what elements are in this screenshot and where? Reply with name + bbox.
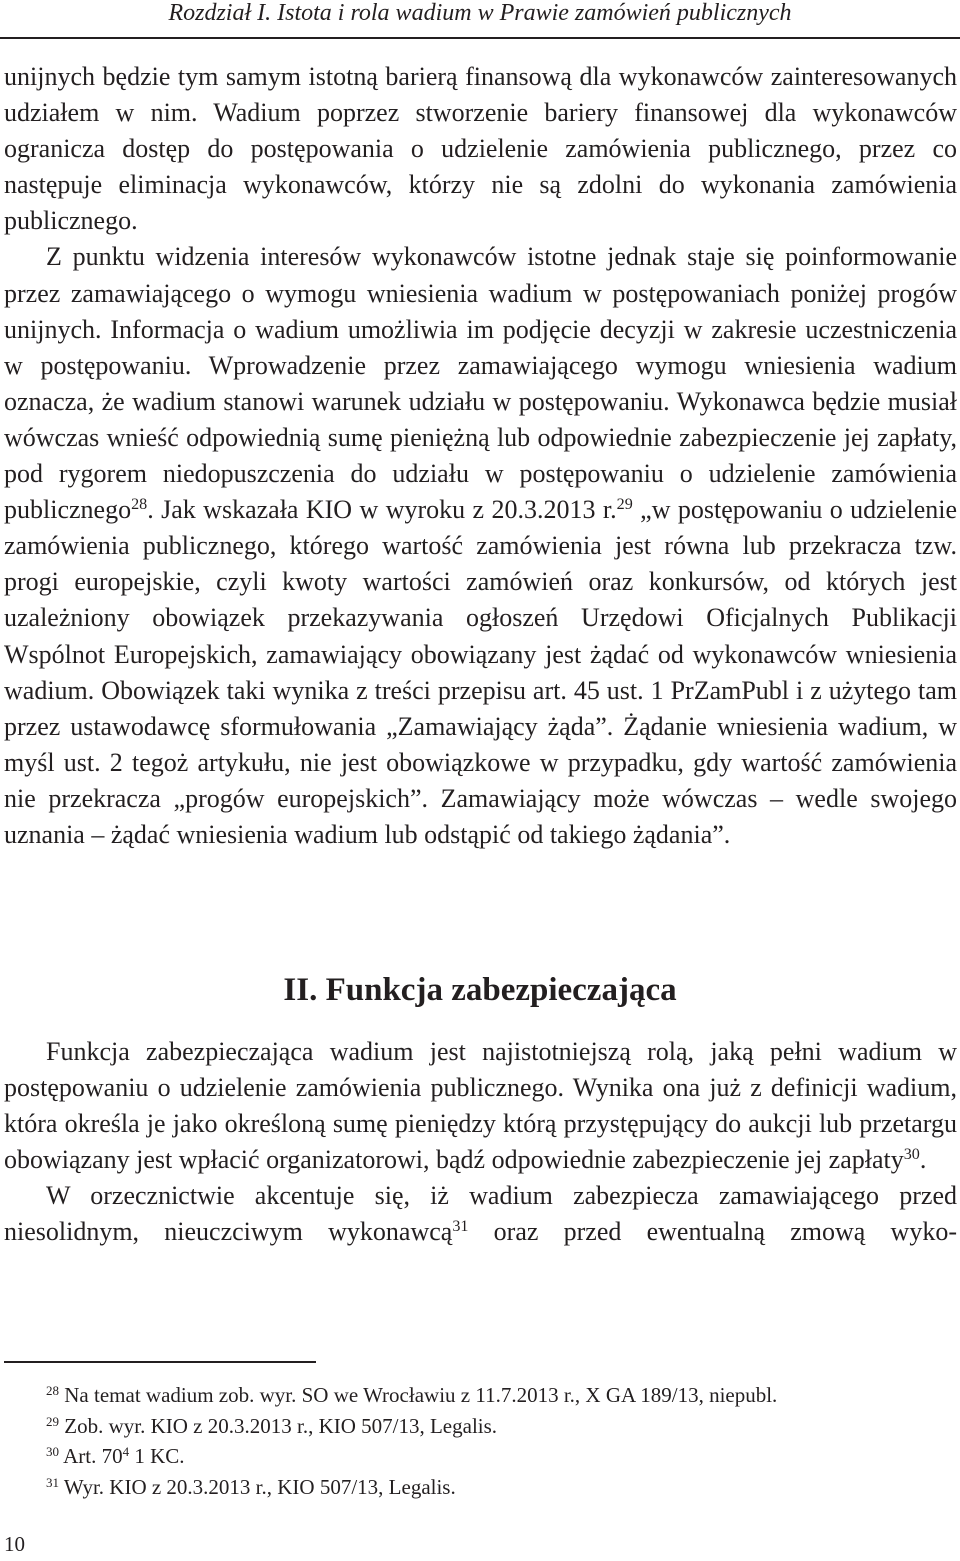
- paragraph-4: [4, 1178, 957, 1250]
- section-heading: II. Funkcja zabezpieczająca: [283, 972, 677, 1008]
- paragraph-3-text-a: Funkcja zabezpieczająca wadium jest najistotniejszą rolą, jaką pełni wadium w postępowaniu o udzielenie zamówienia publicznego. Wynika ona już z definicji wadium, która określa je jako określoną sumę pieniędzy którą przystępujący do aukcji lub przetargu obowiązany jest wpłacić organizatorowi, bądź odpowiednie zabezpieczenie jej zapłaty: [4, 1037, 957, 1175]
- paragraph-4-text-b: oraz przed ewentualną zmową wyko-: [468, 1217, 957, 1247]
- footnote-28: [46, 1380, 946, 1411]
- paragraph-3-text-b: .: [919, 1145, 927, 1175]
- paragraph-3: [4, 1034, 957, 1178]
- footnote-number: 30: [46, 1443, 60, 1459]
- paragraph-2-text-a: Z punktu widzenia interesów wykonawców istotne jednak staje się poinformowanie przez zamawiającego o wymogu wniesienia wadium w postępowaniach poniżej progów unijnych. Informacja o wadium umożliwia im podjęcie decyzji w zakresie uczestniczenia w postępowaniu. Wprowadzenie przez zamawiającego wymogu wniesienia wadium oznacza, że wadium stanowi warunek udziału w postępowaniu. Wykonawca będzie musiał wówczas wnieść odpowiednią sumę pieniężną lub odpowiednie zabezpieczenie jej zapłaty, pod rygorem niedopuszczenia do udziału w postępowaniu o udzielenie zamówienia publicznego: [4, 242, 957, 525]
- paragraph-1: unijnych będzie tym samym istotną barierą finansową dla wykonawców zainteresowanych udziałem w nim. Wadium poprzez stworzenie bariery finansowej dla wykonawców ogranicza dostęp do postępowania o udzielenie zamówienia publicznego, przez co następuje eliminacja wykonawców, którzy nie są zdolni do wykonania zamówienia publicznego.: [4, 62, 957, 236]
- body-text: [4, 59, 957, 853]
- footnote-text: Na temat wadium zob. wyr. SO we Wrocławiu z 11.7.2013 r., X GA 189/13, niepubl.: [64, 1383, 778, 1407]
- running-head: Rozdział I. Istota i rola wadium w Prawie zamówień publicznych: [168, 0, 792, 26]
- paragraph-2: [4, 239, 957, 853]
- footnote-text: Zob. wyr. KIO z 20.3.2013 r., KIO 507/13, Legalis.: [64, 1413, 498, 1438]
- footnote-number: 28: [46, 1382, 60, 1398]
- footnote-ref-29[interactable]: 29: [616, 496, 633, 514]
- footnote-text: 1 KC.: [129, 1444, 185, 1468]
- footnote-ref-31[interactable]: 31: [452, 1218, 469, 1236]
- page-number: 10: [4, 1532, 25, 1556]
- footnotes: [46, 1380, 946, 1502]
- paragraph-2-text-c: „w postępowaniu o udzielenie zamówienia publicznego, którego wartość zamówienia jest równa lub przekracza tzw. progi europejskie, czyli kwoty wartości zamówień oraz konkursów, od których jest uzależniony obowiązek przekazywania ogłoszeń Urzędowi Oficjalnych Publikacji Wspólnot Europejskich, zamawiający obowiązany jest żądać od wykonawców wniesienia wadium. Obowiązek taki wynika z treści przepisu art. 45 ust. 1 PrZamPubl i z użytego tam przez ustawodawcę sformułowania „Zamawiający żąda”. Żądanie wniesienia wadium, w myśl ust. 2 tegoż artykułu, nie jest obowiązkowe w przypadku, gdy wartość zamówienia nie przekracza „progów europejskich”. Zamawiający może wówczas – wedle swojego uznania – żądać wniesienia wadium lub odstąpić od takiego żądania”.: [4, 495, 958, 849]
- footnote-separator: [4, 1361, 316, 1363]
- footnote-text: Art. 70: [63, 1444, 123, 1468]
- footnote-ref-28[interactable]: 28: [131, 496, 148, 514]
- footnote-30: [46, 1441, 946, 1472]
- footnote-29: [46, 1411, 946, 1442]
- paragraph-4-text-a: W orzecznictwie akcentuje się, iż wadium zabezpiecza zamawiającego przed niesolidnym, nieuczciwym wykonawcą: [4, 1181, 957, 1247]
- footnote-ref-30[interactable]: 30: [903, 1146, 920, 1164]
- footnote-text: Wyr. KIO z 20.3.2013 r., KIO 507/13, Legalis.: [63, 1474, 456, 1499]
- footnote-number: 31: [46, 1474, 60, 1490]
- footnote-31: [46, 1472, 946, 1503]
- footnote-number: 29: [46, 1413, 60, 1429]
- body-text-section-2: [4, 1034, 957, 1251]
- footnote-superscript: 4: [122, 1443, 130, 1459]
- paragraph-2-text-b: . Jak wskazała KIO w wyroku z 20.3.2013 r.: [147, 495, 617, 525]
- header-rule: [0, 37, 960, 39]
